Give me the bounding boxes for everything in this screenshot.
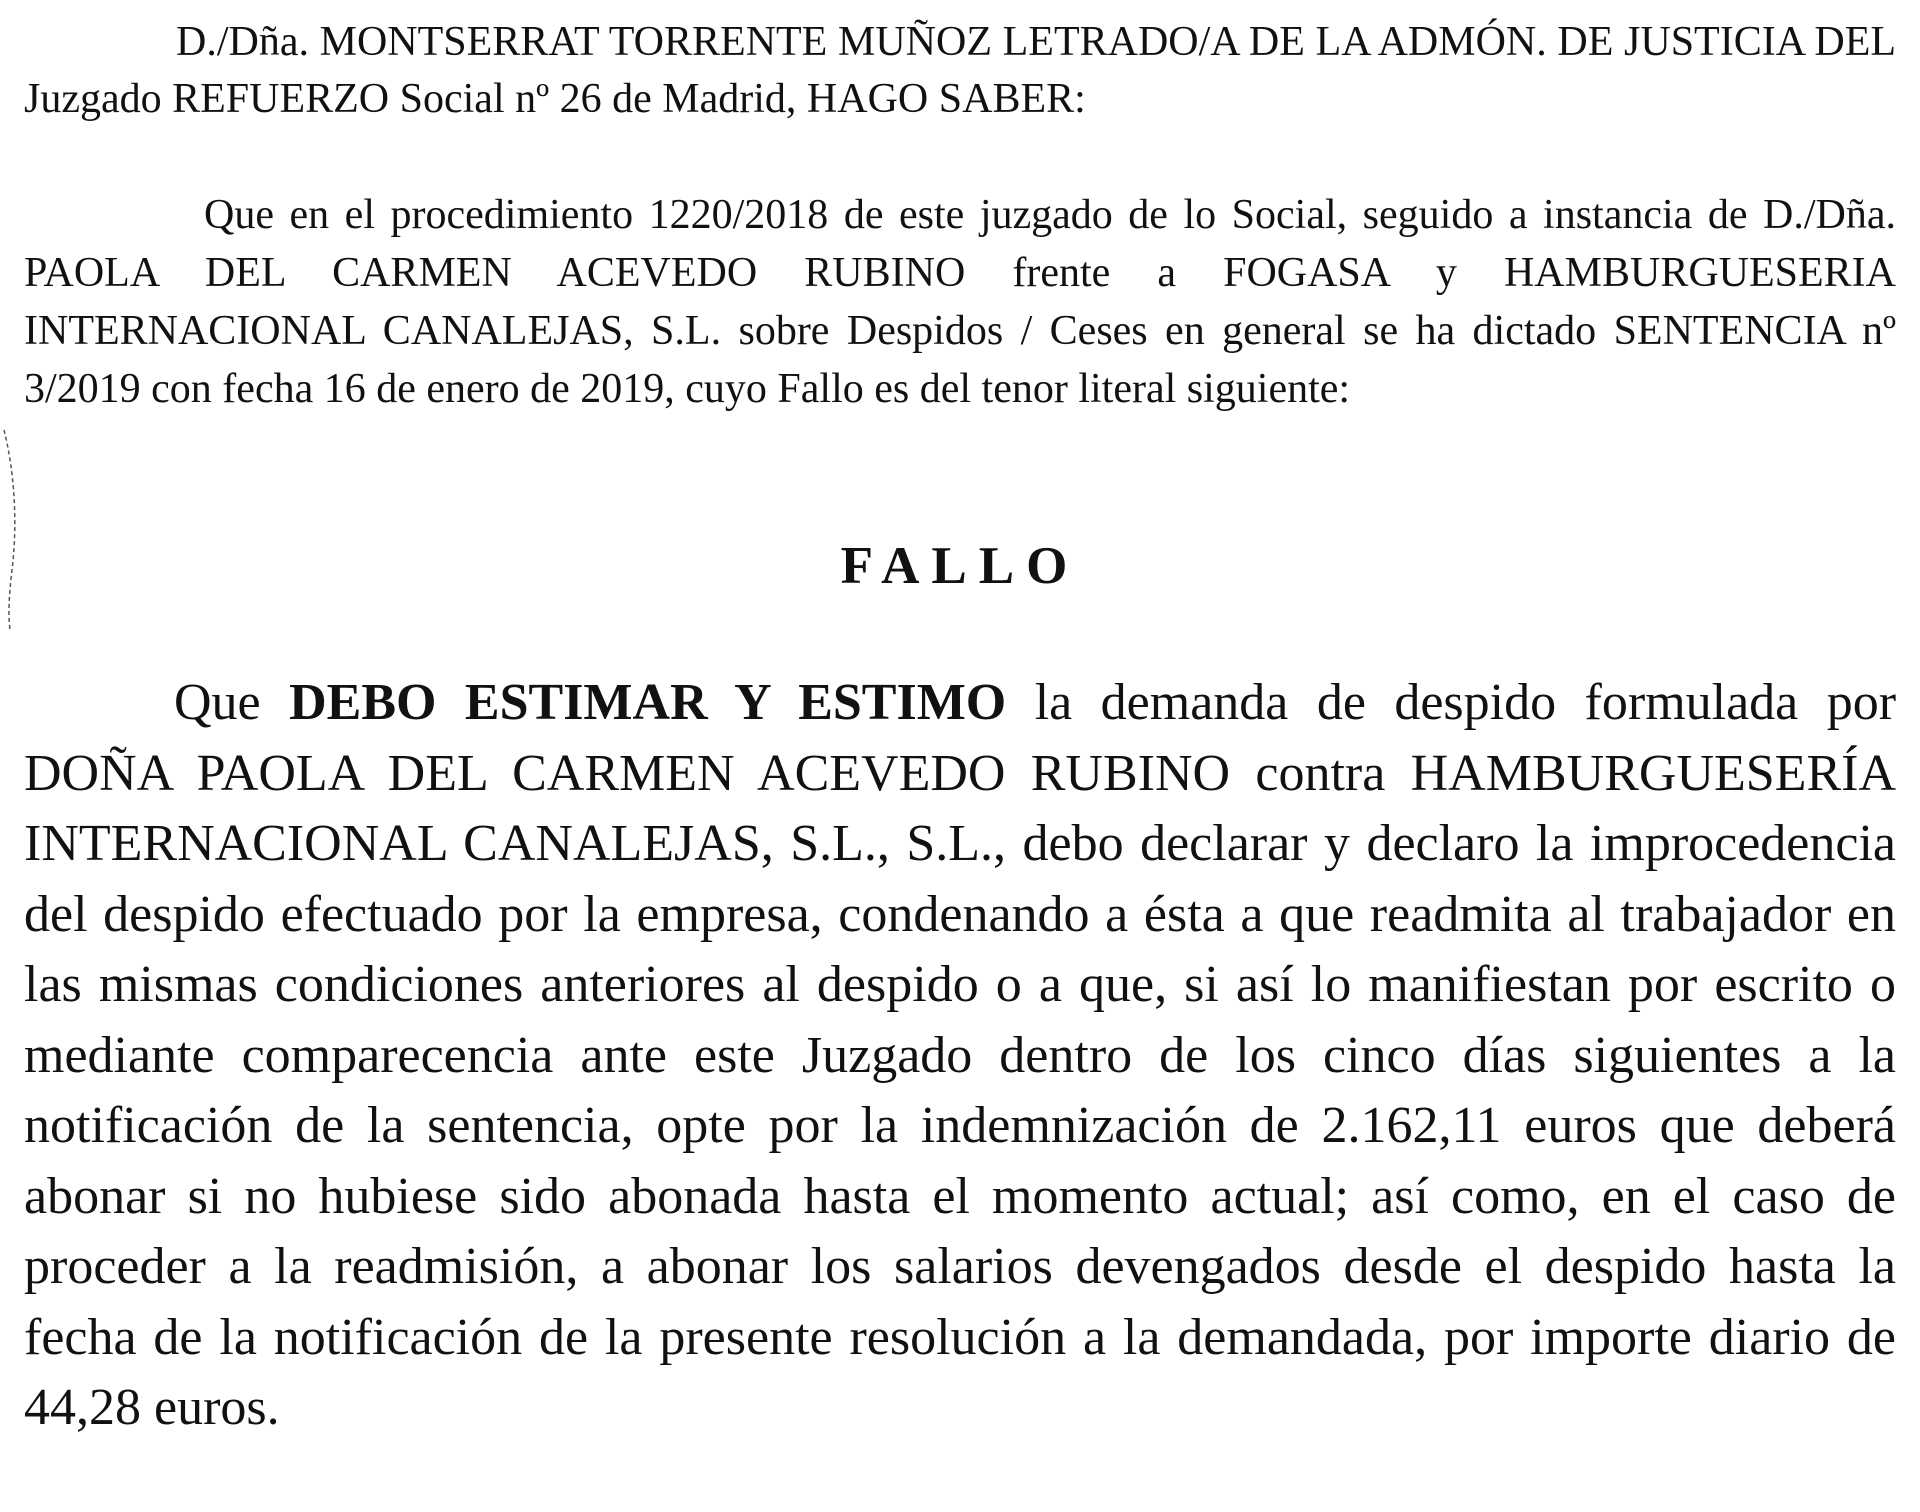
header-text: D./Dña. MONTSERRAT TORRENTE MUÑOZ LETRADO/A DE LA ADMÓN. DE JUSTICIA DEL Juzgado REFUERZO Social nº 26 de Madrid, HAGO SABER: (24, 19, 1896, 122)
fallo-bold-phrase: DEBO ESTIMAR Y ESTIMO (289, 674, 1007, 731)
fallo-body: la demanda de despido formulada por DOÑA PAOLA DEL CARMEN ACEVEDO RUBINO contra HAMBURGUESERÍA INTERNACIONAL CANALEJAS, S.L., S.L., debo declarar y declaro la improcedencia del despido efectuado por la empresa, condenando a ésta a que readmita al trabajador en las mismas condiciones anteriores al despido o a que, si así lo manifiestan por escrito o mediante comparecencia ante este Juzgado dentro de los cinco días siguientes a la notificación de la sentencia, opte por la indemnización de 2.162,11 euros que deberá abonar si no hubiese sido abonada hasta el momento actual; así como, en el caso de proceder a la readmisión, a abonar los salarios devengados desde el despido hasta la fecha de la notificación de la presente resolución a la demandada, por importe diario de 44,28 euros. (24, 674, 1897, 1436)
fallo-lead: Que (174, 674, 290, 731)
intro-paragraph (24, 186, 1896, 418)
fallo-paragraph (24, 668, 1896, 1444)
header-paragraph (24, 14, 1896, 128)
stamp-edge-mark (0, 430, 30, 630)
intro-text: Que en el procedimiento 1220/2018 de este juzgado de lo Social, seguido a instancia de D./Dña. PAOLA DEL CARMEN ACEVEDO RUBINO frente a FOGASA y HAMBURGUESERIA INTERNACIONAL CANALEJAS, S.L. sobre Despidos / Ceses en general se ha dictado SENTENCIA nº 3/2019 con fecha 16 de enero de 2019, cuyo Fallo es del tenor literal siguiente: (24, 192, 1896, 412)
fallo-heading: FALLO (840, 537, 1080, 595)
